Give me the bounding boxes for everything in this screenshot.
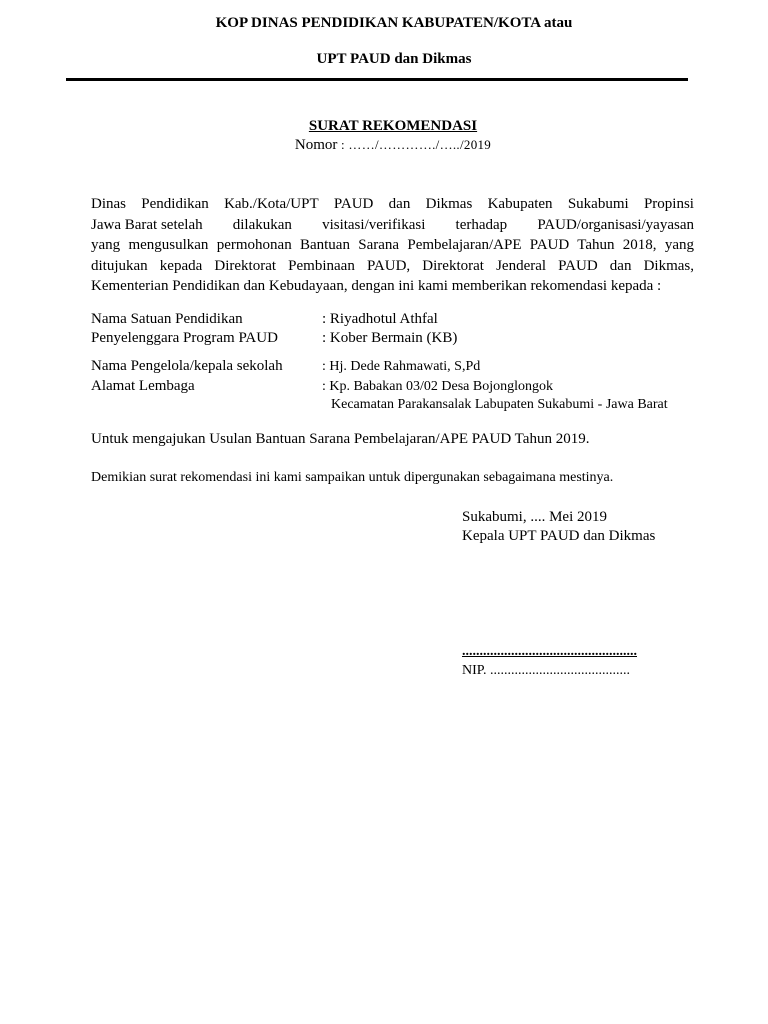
body-word: Dikmas bbox=[425, 196, 473, 212]
body-word: terhadap bbox=[455, 216, 508, 233]
body-word: Propinsi bbox=[643, 196, 694, 212]
signature-position: Kepala UPT PAUD dan Dikmas bbox=[462, 528, 656, 544]
field-value-pengelola: : Hj. Dede Rahmawati, S,Pd bbox=[322, 359, 481, 374]
letterhead-rule bbox=[66, 78, 688, 81]
body-line-4: ditujukan kepada Direktorat Pembinaan PAUD, Direktorat Jenderal PAUD dan Dikmas, bbox=[91, 257, 694, 274]
body-paragraph bbox=[91, 194, 694, 297]
body-word: Sukabumi bbox=[567, 196, 629, 212]
body-word: Dinas bbox=[91, 196, 126, 212]
field-label-alamat: Alamat Lembaga bbox=[91, 378, 195, 394]
body-word: Pendidikan bbox=[141, 196, 209, 212]
field-value-penyelenggara: : Kober Bermain (KB) bbox=[322, 330, 458, 346]
field-label-nama-satuan: Nama Satuan Pendidikan bbox=[91, 311, 243, 327]
field-value-alamat: : Kp. Babakan 03/02 Desa Bojonglongok bbox=[322, 379, 553, 394]
letter-number-value: : ……/…………./…../2019 bbox=[337, 137, 492, 152]
body-word: dan bbox=[388, 196, 411, 212]
signature-nip: NIP. ........................................ bbox=[462, 663, 631, 678]
letter-title: SURAT REKOMENDASI bbox=[308, 118, 478, 134]
letter-number bbox=[0, 137, 768, 154]
field-value-alamat-continued: Kecamatan Parakansalak Labupaten Sukabumi - Jawa Barat bbox=[331, 397, 668, 412]
body-word: PAUD bbox=[333, 196, 374, 212]
body-line-3: yang mengusulkan permohonan Bantuan Sarana Pembelajaran/APE PAUD Tahun 2018, yang bbox=[91, 237, 694, 253]
purpose-text: Untuk mengajukan Usulan Bantuan Sarana Pembelajaran/APE PAUD Tahun 2019. bbox=[91, 431, 590, 447]
field-label-penyelenggara: Penyelenggara Program PAUD bbox=[91, 330, 278, 346]
body-word: Kabupaten bbox=[487, 196, 553, 212]
field-label-pengelola: Nama Pengelola/kepala sekolah bbox=[91, 358, 283, 374]
letterhead-line-2: UPT PAUD dan Dikmas bbox=[316, 51, 472, 67]
letter-number-label: Nomor bbox=[294, 137, 338, 153]
body-word: PAUD/organisasi/yayasan bbox=[537, 216, 694, 233]
field-value-nama-satuan: : Riyadhotul Athfal bbox=[322, 311, 438, 327]
closing-text: Demikian surat rekomendasi ini kami sampaikan untuk dipergunakan sebagaimana mestinya. bbox=[91, 470, 614, 485]
body-line-5: Kementerian Pendidikan dan Kebudayaan, dengan ini kami memberikan rekomendasi kepada : bbox=[91, 278, 662, 294]
body-line-1 bbox=[91, 194, 694, 215]
body-word: Jawa Barat setelah bbox=[91, 216, 203, 233]
signature-name-line: .................................................. bbox=[462, 644, 637, 659]
body-word: dilakukan bbox=[232, 216, 292, 233]
body-word: Kab./Kota/UPT bbox=[224, 196, 319, 212]
body-word: visitasi/verifikasi bbox=[322, 216, 426, 233]
letterhead-line-1: KOP DINAS PENDIDIKAN KABUPATEN/KOTA atau bbox=[215, 15, 573, 31]
signature-place-date: Sukabumi, .... Mei 2019 bbox=[462, 509, 607, 525]
body-line-2 bbox=[91, 215, 694, 236]
